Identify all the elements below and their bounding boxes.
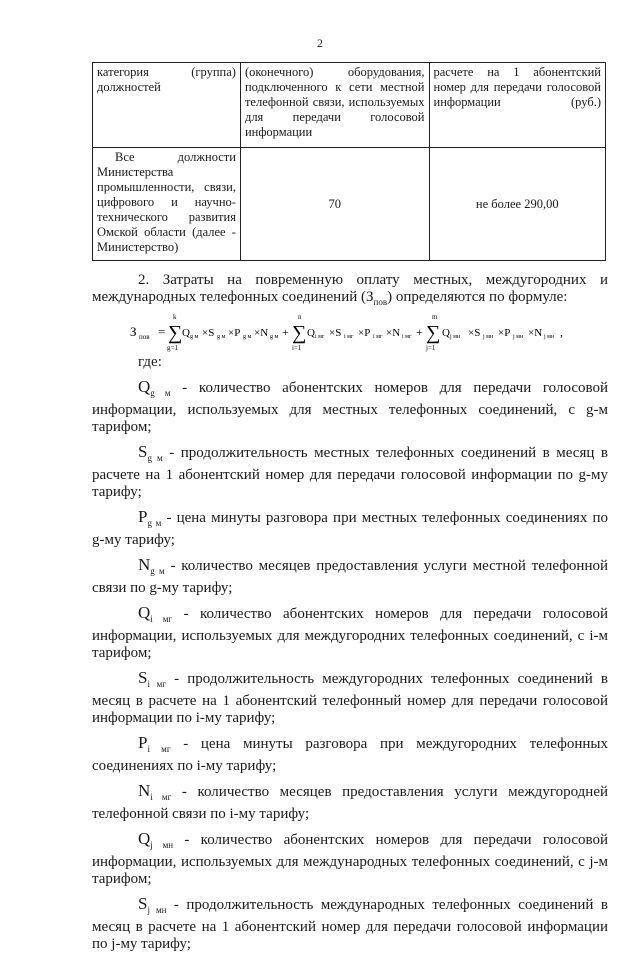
formula-lhs-sub: пов — [139, 333, 150, 341]
definitions-block — [92, 354, 608, 960]
sum3-top: m — [432, 313, 438, 321]
variable-symbol: P — [138, 507, 148, 526]
sum2-top: n — [298, 313, 302, 321]
sum2-bot: i=1 — [292, 344, 302, 352]
variable-symbol: S — [138, 894, 148, 913]
term-s-j: ×S — [468, 327, 481, 339]
formula-eq: = — [158, 324, 166, 339]
variable-description: - количество абонентских номеров для передачи голосовой информации, используемых для местных телефонных соединений, с g-м тарифом; — [92, 380, 608, 435]
list-item — [92, 443, 608, 501]
variable-subscript: j мн — [147, 905, 167, 915]
formula — [130, 312, 610, 352]
sum3-sign: ∑ — [426, 322, 441, 344]
variable-symbol: N — [138, 555, 151, 574]
variable-symbol: S — [138, 668, 148, 687]
variable-symbol: Q — [138, 829, 151, 848]
variable-subscript: j мн — [150, 840, 174, 850]
variable-subscript: i мг — [150, 792, 172, 802]
variable-subscript: i мг — [147, 744, 171, 754]
term-q-i: Q — [307, 327, 315, 339]
term-p-j-sub: j мн — [513, 334, 524, 340]
table-cell-quantity: 70 — [240, 148, 429, 261]
table-head-equipment: (оконечного) оборудования, подключенного к сети местной телефонной связи, используемых для передачи голосовой информации — [240, 63, 429, 148]
variable-description: - количество абонентских номеров для передачи голосовой информации, используемых для международных телефонных соединений, с j-м тарифом; — [92, 832, 608, 887]
variable-description: - продолжительность международных телефонных соединений в месяц в расчете на 1 абонентский номер для передачи голосовой информации по j-му тарифу; — [92, 897, 608, 952]
variable-subscript: i мг — [150, 614, 173, 624]
term-n-j-sub: j мн — [544, 334, 555, 340]
variable-subscript: g м — [150, 566, 165, 576]
term-n-i: ×N — [386, 327, 401, 339]
formula-end: , — [560, 325, 563, 339]
variable-description: - количество месяцев предоставления услуги междугородней телефонной связи по i-му тарифу; — [92, 784, 609, 822]
cost-norm-table — [92, 62, 606, 261]
variable-description: - продолжительность междугородних телефонных соединений в месяц в расчете на 1 абонентский телефонный номер для передачи голосовой информации по i-му тарифу; — [92, 671, 608, 726]
list-item — [92, 782, 608, 823]
sum1-bot: g=1 — [167, 344, 178, 352]
formula-plus-1: + — [282, 325, 289, 339]
term-n-g-sub: g м — [270, 334, 279, 340]
term-q-j: Q — [442, 327, 450, 339]
sum1-top: k — [173, 313, 177, 321]
intro-sub: пов — [373, 297, 388, 307]
variable-symbol: S — [138, 442, 148, 461]
table-row — [93, 148, 606, 261]
variable-description: - цена минуты разговора при междугородних телефонных соединениях по i-му тарифу; — [92, 736, 609, 774]
sum2-sign: ∑ — [292, 322, 307, 344]
term-p-g: ×P — [228, 327, 241, 339]
variable-description: - цена минуты разговора при местных телефонных соединениях по g-му тарифу; — [92, 510, 608, 548]
variable-symbol: Q — [138, 377, 151, 396]
list-item — [92, 895, 608, 953]
table-cell-category: Все должности Министерства промышленности, связи, цифрового и научно-технического развития Омской области (далее - Министерство) — [93, 148, 241, 261]
variable-subscript: g м — [147, 518, 162, 528]
variable-subscript: g м — [147, 453, 163, 463]
formula-lhs: З — [130, 324, 137, 339]
variable-description: - продолжительность местных телефонных соединений в месяц в расчете на 1 абонентский номер для передачи голосовой информации по g-му тарифу; — [92, 445, 608, 500]
variable-symbol: N — [138, 781, 151, 800]
term-q-i-sub: i мг — [315, 334, 325, 340]
list-item — [92, 669, 608, 727]
term-p-j: ×P — [498, 327, 511, 339]
term-p-i-sub: i мг — [373, 334, 383, 340]
list-item — [92, 830, 608, 888]
table-head-category: категория (группа) должностей — [93, 63, 241, 148]
term-q-g: Q — [182, 327, 190, 339]
page-number: 2 — [317, 36, 323, 50]
table-cell-price: не более 290,00 — [429, 148, 606, 261]
intro-end: ) определяются по формуле: — [387, 289, 568, 305]
definitions-list — [92, 378, 608, 953]
term-s-i: ×S — [329, 327, 342, 339]
where-label: где: — [138, 354, 162, 370]
sum1-sign: ∑ — [168, 322, 183, 344]
list-item — [92, 734, 608, 775]
term-s-i-sub: i мг — [344, 334, 354, 340]
variable-symbol: P — [138, 733, 148, 752]
variable-symbol: Q — [138, 603, 151, 622]
term-p-g-sub: g м — [243, 334, 252, 340]
list-item — [92, 556, 608, 597]
term-n-j: ×N — [528, 327, 543, 339]
variable-subscript: i мг — [147, 679, 166, 689]
term-n-i-sub: i мг — [402, 334, 412, 340]
list-item — [92, 508, 608, 549]
table-header-row — [93, 63, 606, 148]
term-s-g-sub: g м — [217, 334, 226, 340]
variable-description: - количество месяцев предоставления услуги местной телефонной связи по g-му тарифу; — [92, 558, 609, 596]
formula-plus-2: + — [416, 325, 423, 339]
list-item — [92, 604, 608, 662]
variable-subscript: g м — [150, 388, 171, 398]
term-q-g-sub: g м — [190, 334, 199, 340]
term-s-j-sub: j мн — [483, 334, 494, 340]
term-s-g: ×S — [202, 327, 215, 339]
sum3-bot: j=1 — [426, 344, 436, 352]
table-head-price: расчете на 1 абонентский номер для передачи голосовой информации (руб.) — [429, 63, 606, 148]
term-q-j-sub: j мн — [450, 334, 461, 340]
intro-text: 2. Затраты на повременную оплату местных, междугородних и международных телефонных соединений (З — [92, 272, 608, 305]
term-p-i: ×P — [358, 327, 371, 339]
term-n-g: ×N — [254, 327, 269, 339]
intro-paragraph — [92, 272, 608, 311]
variable-description: - количество абонентских номеров для передачи голосовой информации, используемых для междугородних телефонных соединений, с i-м тарифом; — [92, 606, 608, 661]
list-item — [92, 378, 608, 436]
